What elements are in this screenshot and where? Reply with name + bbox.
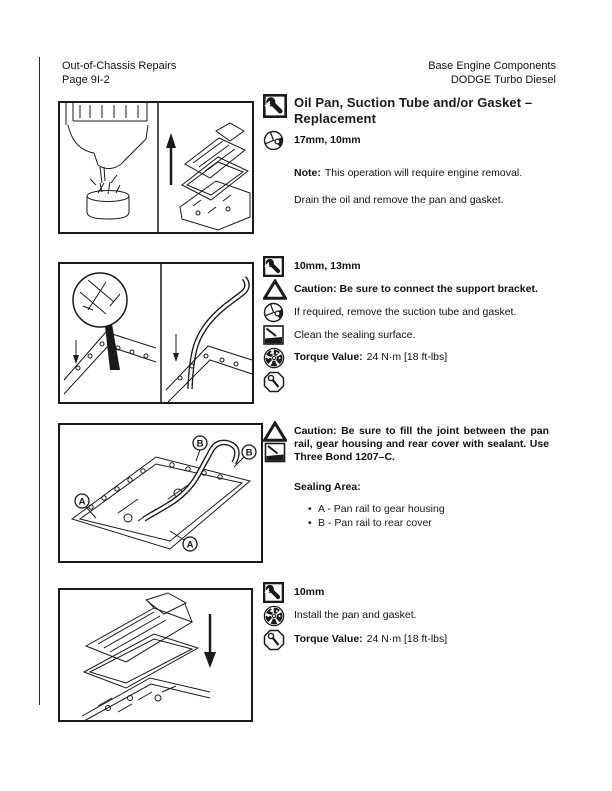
note-text: Note: This operation will require engine removal.	[294, 167, 523, 179]
header-component-group: Base Engine Components	[428, 60, 556, 72]
socket-size-icon	[263, 302, 294, 323]
caution-triangle-icon	[263, 279, 294, 300]
section-install-pan	[263, 582, 561, 653]
wrench-icon	[263, 256, 294, 277]
sealing-label-a: A	[186, 539, 194, 551]
step-text: Install the pan and gasket.	[294, 609, 417, 621]
sealing-label-a: A	[78, 496, 86, 508]
wrench-icon	[263, 94, 294, 118]
scraper-icon	[263, 325, 294, 345]
figure-drain-oil-and-remove-pan	[58, 101, 254, 234]
list-item: • B - Pan rail to rear cover	[308, 517, 561, 530]
caution-text: Caution: Be sure to connect the support bracket.	[294, 283, 538, 295]
install-tighten-icon	[263, 605, 294, 627]
torque-value-text: Torque Value: 24 N·m [18 ft-lbs]	[294, 351, 448, 363]
procedure-title: Oil Pan, Suction Tube and/or Gasket – Replacement	[294, 95, 533, 126]
scan-artifact-line	[39, 57, 40, 705]
tool-sizes: 10mm, 13mm	[294, 260, 361, 272]
figure-install-pan	[58, 588, 253, 722]
list-item: • A - Pan rail to gear housing	[308, 503, 561, 516]
caution-text: Caution: Be sure to fill the joint between the pan rail, gear housing and rear cover with sealant. Use Three Bond 1207–C.	[294, 425, 549, 463]
step-text: Clean the sealing surface.	[294, 329, 416, 341]
torque-wrench-icon	[263, 371, 294, 393]
figure-sealing-areas	[58, 423, 263, 563]
section-remove-pan	[263, 94, 561, 209]
section-sealant	[263, 421, 561, 531]
tool-sizes: 10mm	[294, 586, 325, 598]
header-engine-model: DODGE Turbo Diesel	[450, 73, 556, 86]
sealing-area-list	[294, 503, 561, 530]
torque-wrench-icon	[263, 629, 294, 651]
bullet-icon	[308, 503, 318, 516]
sealing-area-heading: Sealing Area:	[294, 481, 361, 493]
step-text: Drain the oil and remove the pan and gasket.	[294, 194, 504, 206]
bullet-icon	[308, 517, 318, 530]
header-left	[62, 60, 176, 87]
wrench-icon	[263, 582, 294, 603]
socket-size-icon	[263, 130, 294, 151]
caution-scraper-icon	[263, 421, 294, 465]
header-page-number: Page 9I-2	[62, 73, 110, 86]
header-doc-section: Out-of-Chassis Repairs	[62, 60, 177, 72]
step-text: If required, remove the suction tube and gasket.	[294, 306, 517, 318]
figure-suction-tube-removal	[58, 262, 254, 404]
sealing-label-b: B	[196, 438, 204, 450]
sealing-label-b: B	[245, 447, 253, 459]
section-suction-tube	[263, 256, 561, 395]
tool-sizes: 17mm, 10mm	[294, 134, 361, 146]
header-right	[428, 60, 556, 87]
install-tighten-icon	[263, 347, 294, 369]
torque-value-text: Torque Value: 24 N·m [18 ft-lbs]	[294, 633, 448, 645]
